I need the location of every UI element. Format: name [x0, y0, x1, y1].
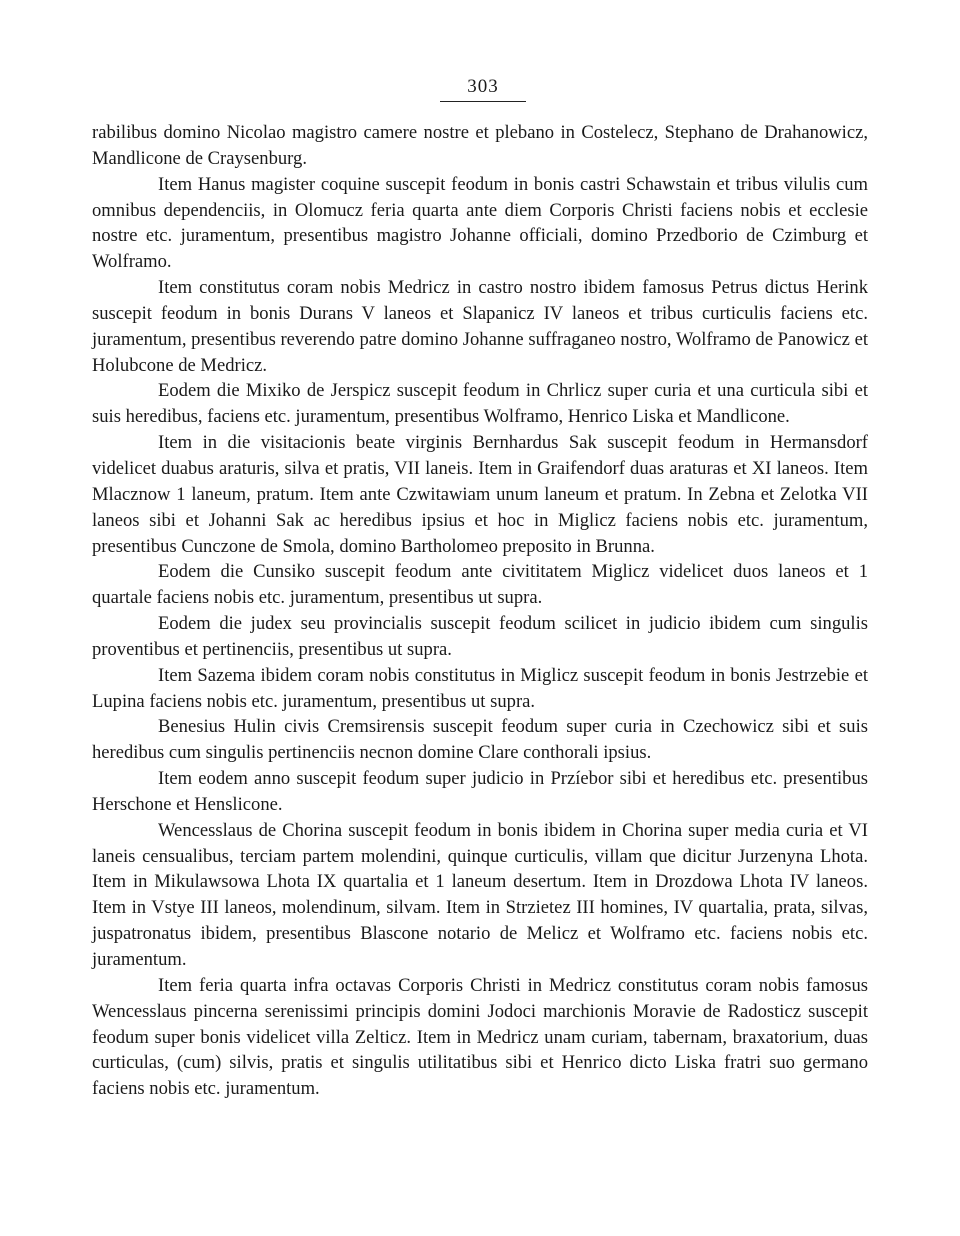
paragraph-sazema: Item Sazema ibidem coram nobis constitutus in Miglicz suscepit feodum in bonis Jestrzebie et Lupina faciens nobis etc. juramentum, presentibus ut supra. — [92, 664, 868, 712]
paragraph-bernhardus-sak: Item in die visitacionis beate virginis Bernhardus Sak suscepit feodum in Hermansdorf videlicet duabus araturis, silva et pratis, VII laneis. Item in Graifendorf duas araturas et XI laneos. Item Mlacznow 1 laneum, pratum. Item ante Czwitawiam unum laneum et pratum. In Zebna et Zelotka VII laneos sibi et Johanni Sak ac heredibus ipsius et hoc in Miglicz faciens nobis etc. juramentum, presentibus Cunczone de Smola, domino Bartholomeo preposito in Brunna. — [92, 432, 868, 557]
paragraph-petrus-herink: Item constitutus coram nobis Medricz in castro nostro ibidem famosus Petrus dictus Herink suscepit feodum in bonis Durans V laneos et Slapanicz IV laneos et tribus curticulis faciens etc. juramentum, presentibus reverendo patre domino Johanne suffraganeo nostro, Wolframo de Panowicz et Holubcone de Medricz. — [92, 277, 868, 376]
paragraph-mixiko: Eodem die Mixiko de Jerspicz suscepit feodum in Chrlicz super curia et una curticula sibi et suis heredibus, faciens etc. juramentum, presentibus Wolframo, Henrico Liska et Mandlicone. — [92, 380, 868, 428]
page-number: 303 — [467, 76, 499, 97]
paragraph-hanus: Item Hanus magister coquine suscepit feodum in bonis castri Schawstain et tribus vilulis cum omnibus dependenciis, in Olomucz feria quarta ante diem Corporis Christi faciens nobis et ecclesie nostre etc. juramentum, presentibus magistro Johanne officiali, domino Przedborio de Czimburg et Wolframo. — [92, 173, 868, 273]
paragraph-judex: Eodem die judex seu provincialis suscepit feodum scilicet in judicio ibidem cum singulis proventibus et pertinenciis, presentibus ut supra. — [92, 613, 868, 660]
body-text — [92, 120, 868, 1102]
paragraph-benesius-hulin: Benesius Hulin civis Cremsirensis suscepit feodum super curia in Czechowicz sibi et suis heredibus cum singulis pertinenciis necnon domine Clare conthorali ipsius. — [92, 716, 868, 764]
paragraph-cunsiko: Eodem die Cunsiko suscepit feodum ante civititatem Miglicz videlicet duos laneos et 1 quartale faciens nobis etc. juramentum, presentibus ut supra. — [92, 561, 868, 609]
paragraph-przíebor: Item eodem anno suscepit feodum super judicio in Przíebor sibi et heredibus etc. presentibus Herschone et Henslicone. — [92, 768, 868, 815]
paragraph-continuation: rabilibus domino Nicolao magistro camere nostre et plebano in Costelecz, Stephano de Drahanowicz, Mandlicone de Craysenburg. — [92, 122, 868, 169]
page-number-rule — [440, 101, 526, 102]
paragraph-wencesslaus-chorina: Wencesslaus de Chorina suscepit feodum in bonis ibidem in Chorina super media curia et VI laneis censualibus, terciam partem molendini, quinque curticulis, villam que dicitur Jurzenyna Lhota. Item in Mikulawsowa Lhota IX quartalia et 1 laneum desertum. Item in Drozdowa Lhota IV laneos. Item in Vstye III laneos, molendinum, silvam. Item in Strzietez III homines, IV quartalia, prata, silvas, juspatronatus ibidem, presentibus Blascone notario de Melicz et Wolframo etc. faciens nobis etc. juramentum. — [92, 819, 868, 970]
paragraph-wencesslaus-pincerna: Item feria quarta infra octavas Corporis Christi in Medricz constitutus coram nobis famosus Wencesslaus pincerna serenissimi principis domini Jodoci marchionis Moravie de Radosticz suscepit feodum super bonis videlicet villa Zelticz. Item in Medricz unam curiam, tabernam, braxatorium, duas curticulas, (cum) silvis, pratis et singulis utilitatibus sibi et Henrico dicto Liska fratri suo germano faciens nobis etc. juramentum. — [92, 974, 868, 1100]
